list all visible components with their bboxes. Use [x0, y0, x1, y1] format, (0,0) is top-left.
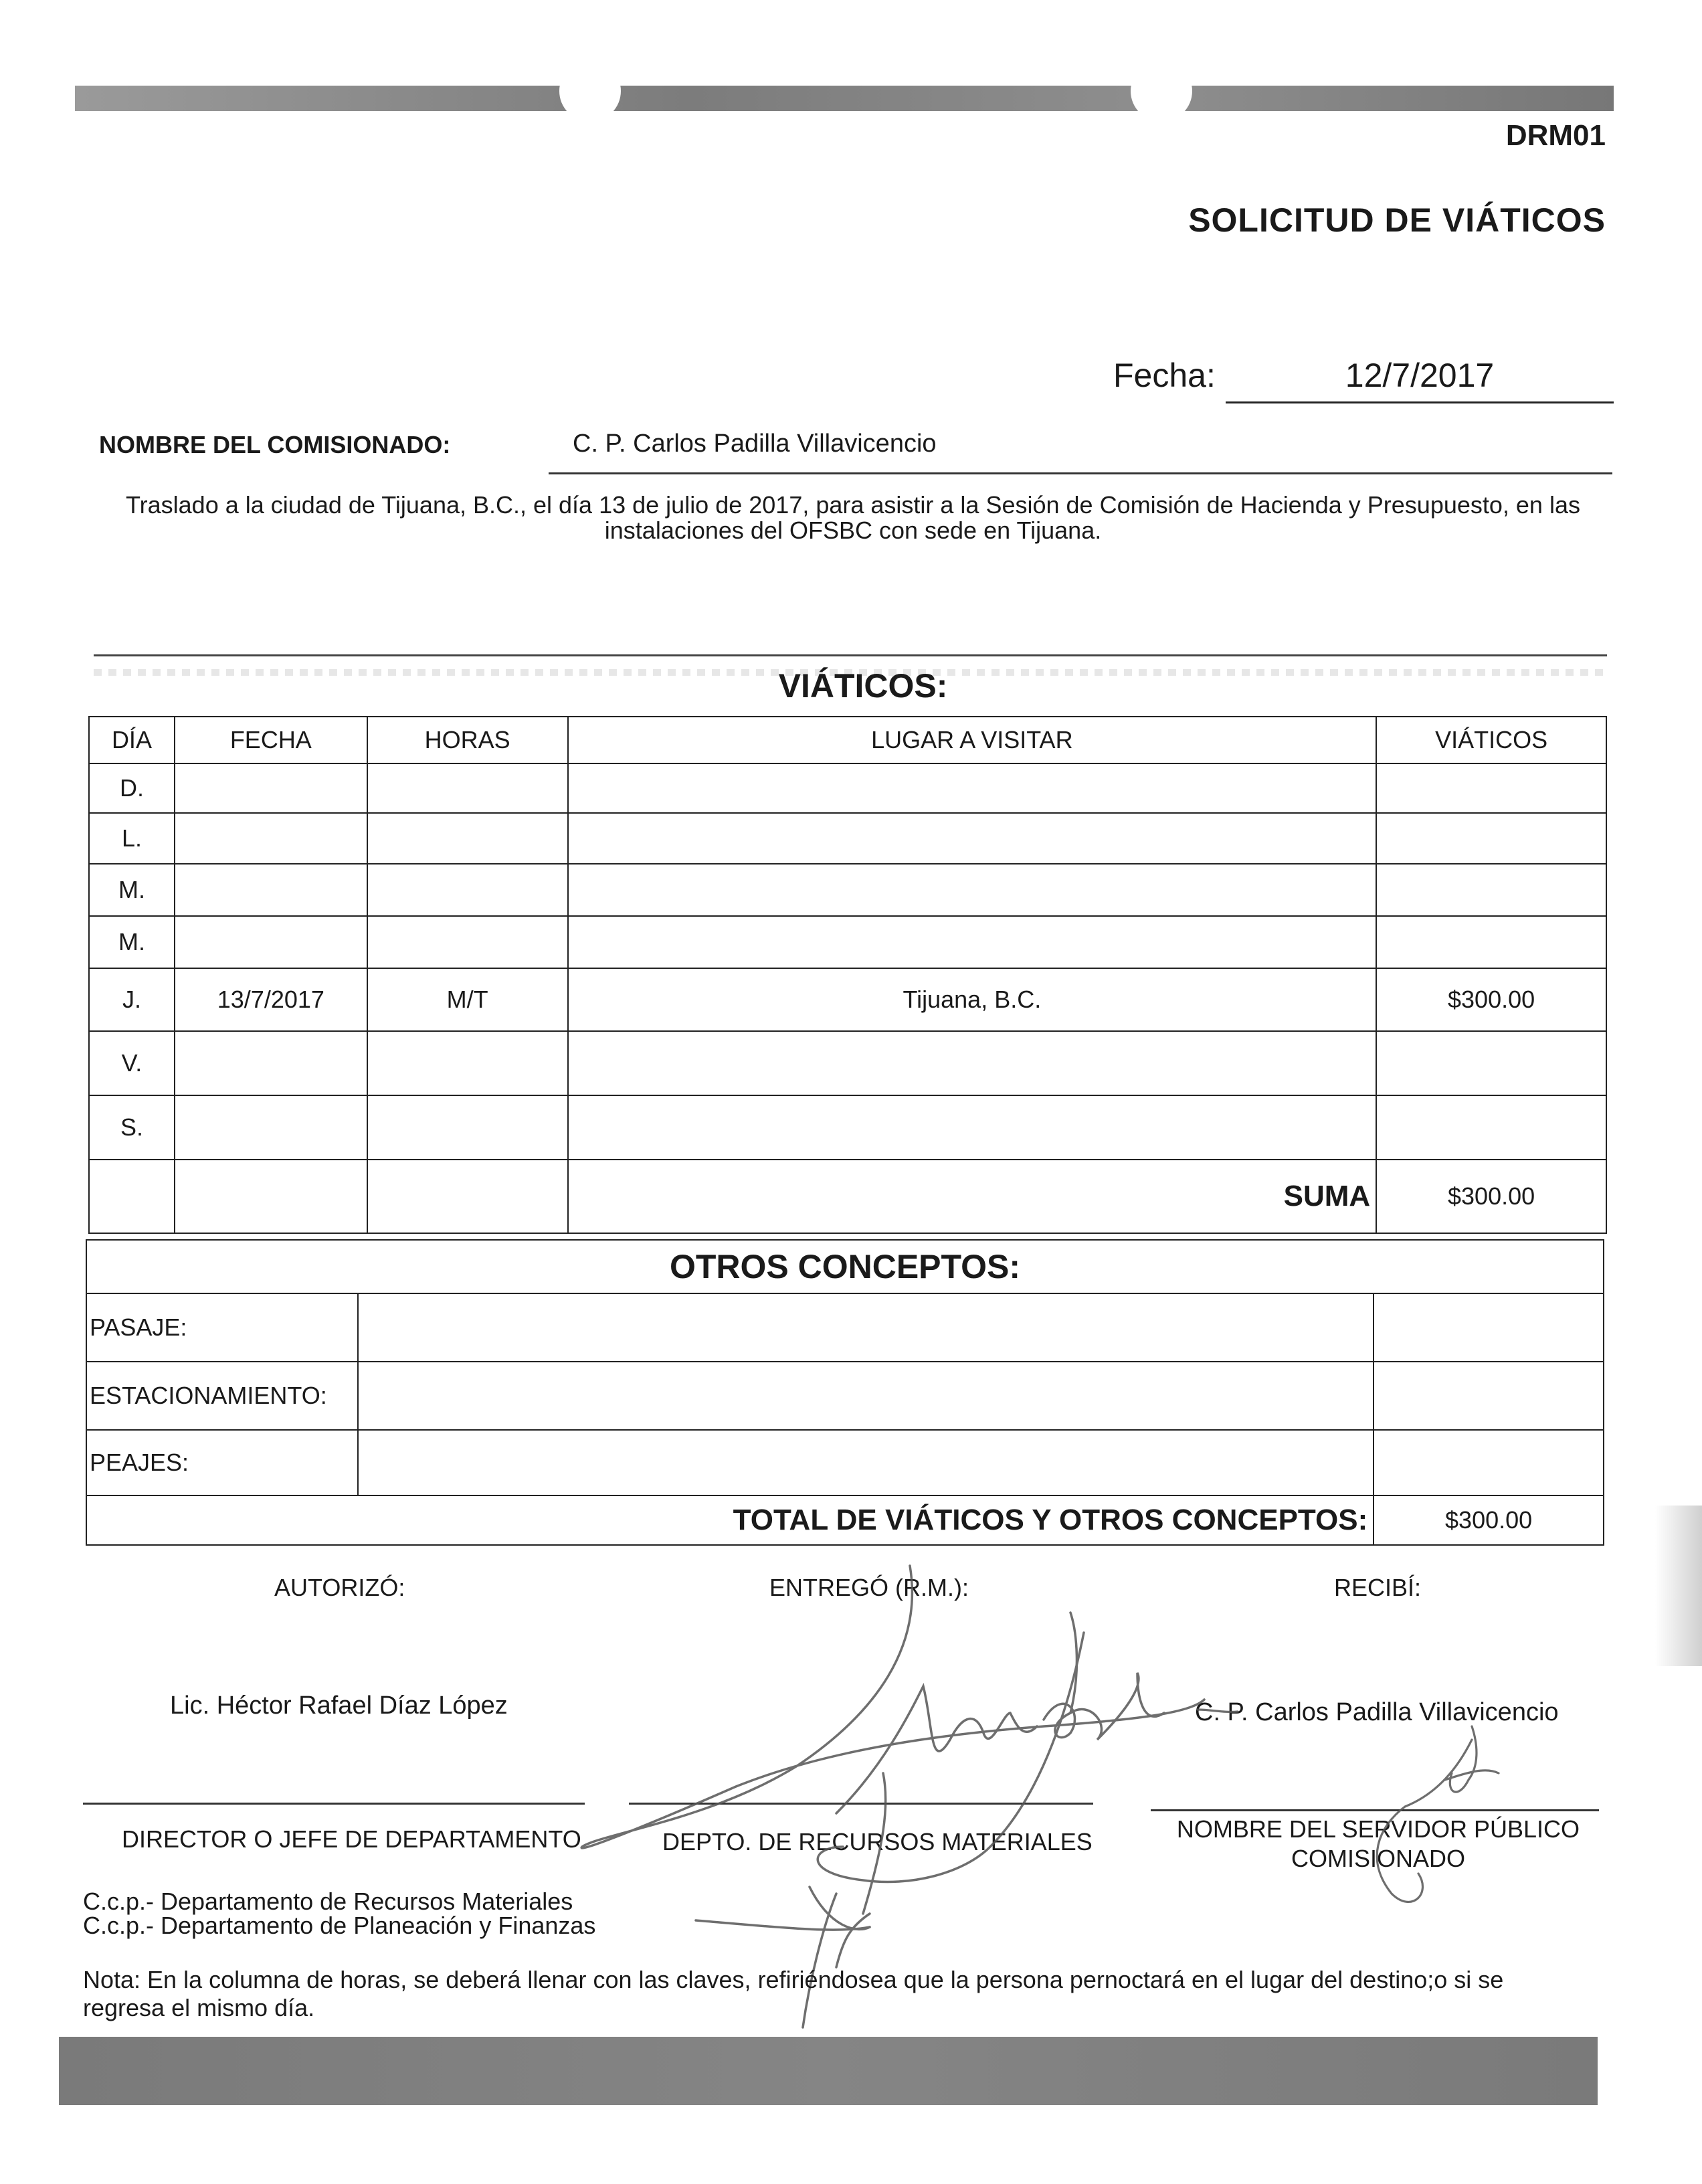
comisionado-label: NOMBRE DEL COMISIONADO: — [99, 431, 451, 458]
horas-cell[interactable]: M/T — [367, 968, 568, 1031]
pasaje-label: PASAJE: — [86, 1293, 358, 1362]
recibi-label: RECIBÍ: — [1334, 1574, 1422, 1601]
cargo-director: DIRECTOR O JEFE DE DEPARTAMENTO — [122, 1825, 581, 1853]
estacionamiento-label: ESTACIONAMIENTO: — [86, 1362, 358, 1430]
cargo-comisionado-line-2: COMISIONADO — [1291, 1845, 1465, 1872]
ccp-line-1: C.c.p.- Departamento de Recursos Materiales — [83, 1888, 573, 1915]
viaticos-cell[interactable]: $300.00 — [1376, 968, 1606, 1031]
suma-label: SUMA — [568, 1160, 1377, 1233]
fecha-label: Fecha: — [1113, 357, 1216, 394]
dia-cell: V. — [89, 1031, 175, 1095]
cargo-comisionado-line-1: NOMBRE DEL SERVIDOR PÚBLICO — [1176, 1815, 1580, 1843]
ccp-block — [83, 1890, 595, 1938]
header-horas: HORAS — [367, 717, 568, 763]
dia-cell: M. — [89, 864, 175, 916]
header-lugar: LUGAR A VISITAR — [568, 717, 1377, 763]
header-dia: DÍA — [89, 717, 175, 763]
dia-cell: M. — [89, 916, 175, 968]
viaticos-title: VIÁTICOS: — [778, 667, 948, 705]
nota-line-1: Nota: En la columna de horas, se deberá llenar con las claves, refiriéndosea que la persona pernoctará en el lugar del destino;o si se — [83, 1966, 1504, 1993]
lugar-cell[interactable]: Tijuana, B.C. — [568, 968, 1377, 1031]
dia-cell: S. — [89, 1095, 175, 1160]
description-line-1: Traslado a la ciudad de Tijuana, B.C., el día 13 de julio de 2017, para asistir a la Sesión de Comisión de Hacienda y Presupuesto, en las — [126, 491, 1580, 519]
nota-block — [83, 1966, 1503, 2022]
ccp-line-2: C.c.p.- Departamento de Planeación y Finanzas — [83, 1912, 596, 1939]
total-value[interactable]: $300.00 — [1374, 1495, 1604, 1545]
description-line-2: instalaciones del OFSBC con sede en Tijuana. — [604, 517, 1102, 544]
nota-line-2: regresa el mismo día. — [83, 1994, 315, 2021]
peajes-label: PEAJES: — [86, 1430, 358, 1495]
entrego-label: ENTREGÓ (R.M.): — [769, 1574, 969, 1601]
cargo-recursos-materiales: DEPTO. DE RECURSOS MATERIALES — [662, 1828, 1093, 1855]
form-code: DRM01 — [1505, 119, 1606, 152]
dia-cell: L. — [89, 813, 175, 864]
suma-value[interactable]: $300.00 — [1376, 1160, 1606, 1233]
dia-cell: J. — [89, 968, 175, 1031]
autorizo-label: AUTORIZÓ: — [274, 1574, 405, 1601]
comisionado-field[interactable]: C. P. Carlos Padilla Villavicencio — [573, 430, 937, 458]
bottom-scan-bar — [59, 2037, 1598, 2105]
fecha-field[interactable]: 12/7/2017 — [1226, 356, 1614, 403]
page-title: SOLICITUD DE VIÁTICOS — [1188, 201, 1606, 239]
dia-cell: D. — [89, 763, 175, 813]
fecha-cell[interactable]: 13/7/2017 — [175, 968, 367, 1031]
recibi-nombre: C. P. Carlos Padilla Villavicencio — [1195, 1698, 1559, 1726]
otros-title: OTROS CONCEPTOS: — [86, 1240, 1604, 1293]
autorizo-nombre: Lic. Héctor Rafael Díaz López — [170, 1692, 508, 1720]
total-label: TOTAL DE VIÁTICOS Y OTROS CONCEPTOS: — [86, 1495, 1374, 1545]
header-fecha: FECHA — [175, 717, 367, 763]
header-viaticos: VIÁTICOS — [1376, 717, 1606, 763]
